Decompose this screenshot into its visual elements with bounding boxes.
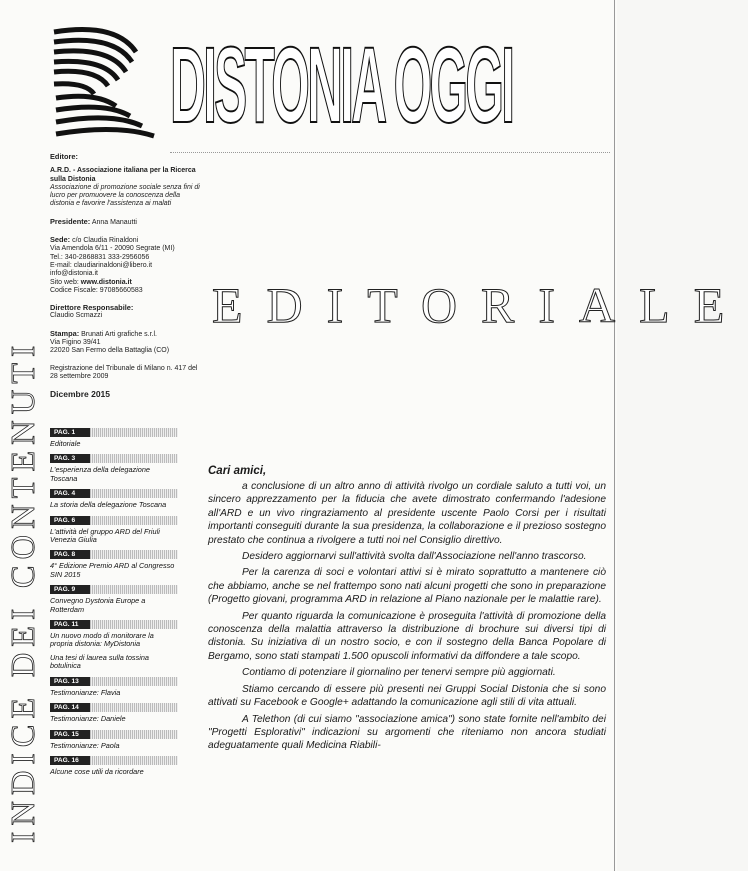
- sede: c/o Claudia Rinaldoni: [72, 237, 139, 245]
- paragraph: Contiamo di potenziare il giornalino per tenervi sempre più aggiornati.: [242, 667, 556, 679]
- page-bar-fill: [90, 550, 178, 559]
- page-number-badge: PAG. 3: [50, 454, 90, 463]
- page-number-badge: PAG. 6: [50, 516, 90, 525]
- page-number-badge: PAG. 9: [50, 585, 90, 594]
- presidente-label: Presidente:: [50, 216, 91, 226]
- publisher-name: A.R.D. - Associazione italiana per la Ricerca sulla Distonia: [50, 167, 196, 183]
- page-bar: [50, 620, 178, 629]
- stampa-address-1: Via Figino 39/41: [50, 339, 101, 347]
- page-bar-fill: [90, 428, 178, 437]
- toc-entry[interactable]: [50, 428, 178, 448]
- article-body: [208, 464, 606, 756]
- site-label: Sito web:: [50, 278, 79, 286]
- toc-entry[interactable]: [50, 730, 178, 750]
- stampa-label: Stampa:: [50, 328, 80, 338]
- paragraph: Stiamo cercando di essere più presenti nei Gruppi Social Distonia che si sono attivati su Facebook e Google+ adattando la comunicazione agli stili di vita attuali.: [208, 683, 606, 709]
- page-number-badge: PAG. 11: [50, 620, 90, 629]
- divider: [170, 152, 610, 153]
- page-bar-fill: [90, 703, 178, 712]
- page-bar: [50, 489, 178, 498]
- page-bar: [50, 585, 178, 594]
- page-bar-fill: [90, 677, 178, 686]
- section-title: EDITORIALE: [212, 277, 748, 333]
- registrazione: Registrazione del Tribunale di Milano n. 417 del 28 settembre 2009: [50, 364, 198, 380]
- toc-entry[interactable]: [50, 620, 178, 671]
- toc-entry-title: Un nuovo modo di monitorare la propria distonia: MyDistonia: [50, 631, 154, 649]
- toc-entry-title: 4° Edizione Premio ARD al Congresso SIN 2015: [50, 561, 175, 579]
- page-bar-fill: [90, 489, 178, 498]
- page-bar: [50, 516, 178, 525]
- presidente: Anna Manautti: [91, 218, 137, 226]
- paragraph: Desidero aggiornarvi sull'attività svolta dall'Associazione nell'anno trascorso.: [242, 551, 587, 563]
- page-bar: [50, 550, 178, 559]
- index-title-vertical: [5, 339, 42, 843]
- stampa: Brunati Arti grafiche s.r.l.: [81, 330, 157, 338]
- page-bar: [50, 756, 178, 765]
- page-number-badge: PAG. 8: [50, 550, 90, 559]
- publisher-desc: Associazione di promozione sociale senza fini di lucro per promuovere la conoscenza della distonia e favorire l'assistenza ai malati: [50, 183, 200, 208]
- toc-entry-title: Editoriale: [50, 439, 81, 448]
- page-bar-fill: [90, 620, 178, 629]
- toc-entry[interactable]: [50, 703, 178, 723]
- page-edge: [614, 0, 615, 871]
- direttore: Claudio Scmazzi: [50, 312, 103, 320]
- page-number-badge: PAG. 16: [50, 756, 90, 765]
- email-info: info@distonia.it: [50, 270, 98, 278]
- editore-label: Editore:: [50, 152, 78, 161]
- ard-logo: [46, 22, 164, 142]
- paragraph: Per quanto riguarda la comunicazione è proseguita l'attività di promozione della conoscenza della malattia attraverso la distribuzione di brochure sui diversi tipi di distonia. Su iniziativa di un nostro socio, e con il sostegno della Banca Popolare di Bergamo, sono stati stampati 1.500 opuscoli informativi da diffondere a tale scopo.: [208, 610, 606, 662]
- issue-date: Dicembre 2015: [50, 389, 111, 400]
- page-bar-fill: [90, 585, 178, 594]
- direttore-label: Direttore Responsabile:: [50, 303, 134, 313]
- page-bar: [50, 703, 178, 712]
- page-number-badge: PAG. 14: [50, 703, 90, 712]
- paragraph: Per la carenza di soci e volontari attivi si è mirato soprattutto a mantenere ciò che abbiamo, anche se nel frattempo sono nati alcuni progetti che sono in preparazione (Progetto giovani, programma ARD in relazione al Piano nazionale per le malattie rare).: [208, 567, 606, 606]
- page-bar: [50, 677, 178, 686]
- stampa-address-2: 22020 San Fermo della Battaglia (CO): [50, 347, 170, 355]
- toc-entry[interactable]: [50, 756, 178, 776]
- index-title: INDICE DEI CONTENUTI: [5, 339, 42, 843]
- address: Via Amendola 6/11 - 20090 Segrate (MI): [50, 245, 175, 253]
- website-link[interactable]: www.distonia.it: [80, 278, 132, 286]
- toc-entry-title: Testimonianze: Paola: [50, 740, 120, 750]
- toc-entry-title: La storia della delegazione Toscana: [50, 500, 167, 510]
- email: E-mail: claudiarinaldoni@libero.it: [50, 261, 153, 269]
- page-number-badge: PAG. 4: [50, 489, 90, 498]
- page-number-badge: PAG. 15: [50, 730, 90, 739]
- page-bar-fill: [90, 756, 178, 765]
- toc-entry[interactable]: [50, 550, 178, 579]
- toc-entry-title: Alcune cose utili da ricordare: [50, 766, 144, 776]
- toc-entry-title: Una tesi di laurea sulla tossina botulinica: [50, 652, 149, 671]
- page-number-badge: PAG. 1: [50, 428, 90, 437]
- page-bar-fill: [90, 454, 178, 463]
- page-bar-fill: [90, 730, 178, 739]
- toc-entry-title: Testimonianze: Flavia: [50, 687, 121, 697]
- colophon: [50, 153, 200, 399]
- sede-label: Sede:: [50, 235, 71, 245]
- paragraph: a conclusione di un altro anno di attività rivolgo un cordiale saluto a tutti voi, un sincero apprezzamento per la fiducia che avete dimostrato confermando l'adesione all'ARD e un vivo ringraziamento al presidente uscente Paolo Corsi per i risultati importanti conseguiti durante la sua presidenza, la collaborazione e il prezioso sostegno prestato che continua a rivolgere a tutti noi nel Consiglio direttivo.: [208, 481, 606, 546]
- page-number-badge: PAG. 13: [50, 677, 90, 686]
- page-bar: [50, 454, 178, 463]
- masthead-title: DISTONIA OGGI: [170, 24, 513, 145]
- toc-entry-title: Testimonianze: Daniele: [50, 714, 126, 724]
- toc-entry-title: Convegno Dystonia Europe a Rotterdam: [50, 596, 146, 614]
- telephone: Tel.: 340-2868831 333-2956056: [50, 253, 150, 261]
- page-bar: [50, 428, 178, 437]
- paragraph: A Telethon (di cui siamo "associazione amica") sono state fornite nell'ambito dei "Progetti Esplorativi" indicazioni su argomenti che riteniamo non ancora studiati adeguatamente quali Medicina Riabili-: [208, 713, 606, 752]
- toc-entry[interactable]: [50, 585, 178, 614]
- toc-entry[interactable]: [50, 454, 178, 483]
- page-bar-fill: [90, 516, 178, 525]
- toc-entry[interactable]: [50, 677, 178, 697]
- toc-entry[interactable]: [50, 516, 178, 545]
- salutation: Cari amici,: [208, 465, 267, 477]
- codice-fiscale: Codice Fiscale: 97085660583: [50, 286, 143, 294]
- table-of-contents: [50, 428, 178, 782]
- toc-entry[interactable]: [50, 489, 178, 509]
- toc-entry-title: L'esperienza della delegazione Toscana: [50, 465, 150, 483]
- page-bar: [50, 730, 178, 739]
- toc-entry-title: L'attività del gruppo ARD del Friuli Venezia Giulia: [50, 526, 160, 545]
